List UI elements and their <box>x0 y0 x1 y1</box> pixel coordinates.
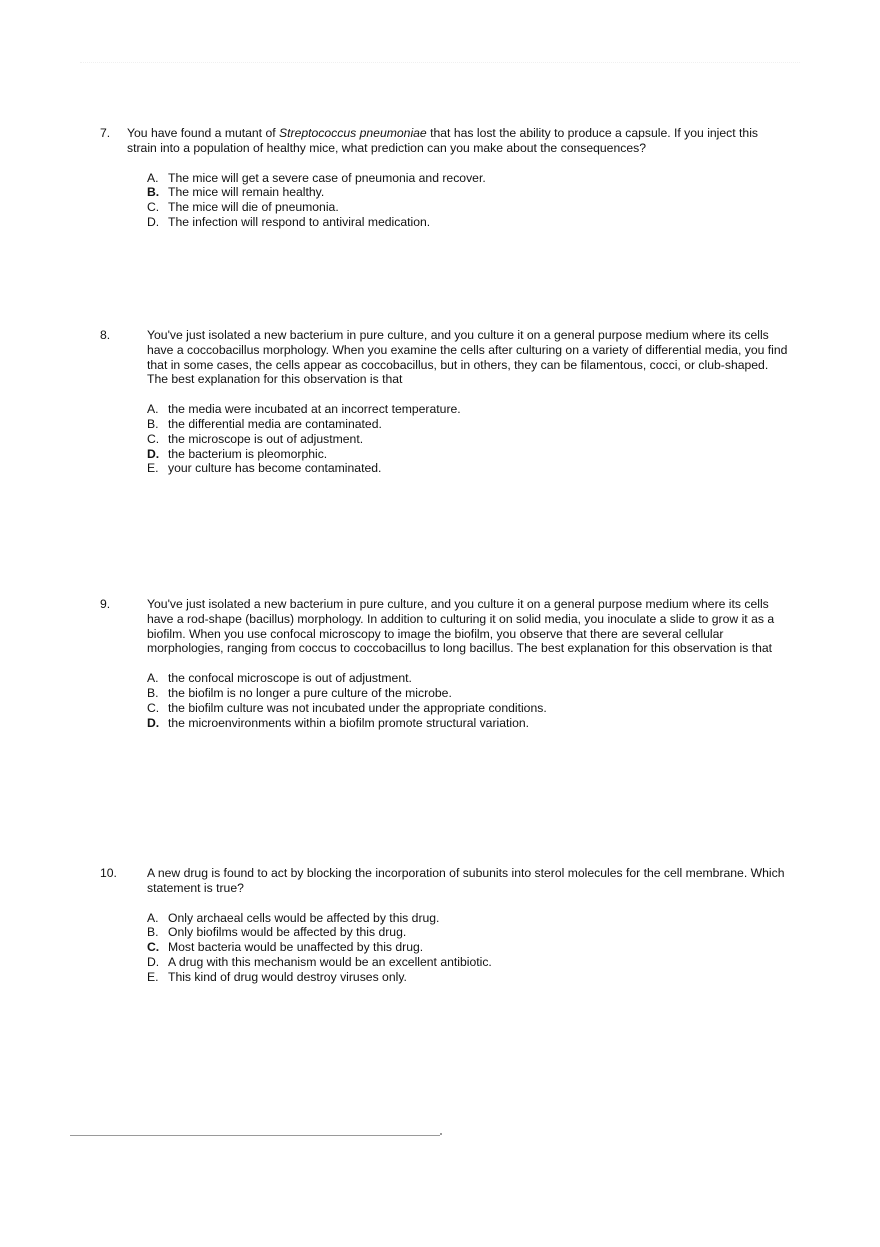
question-stem: You've just isolated a new bacterium in pure culture, and you culture it on a general purpose medium where its cells have a rod-shape (bacillus) morphology. In addition to culturing it on solid media, you inoculate a slide to grow it as a biofilm. When you use confocal microscopy to image the biofilm, you observe that there are several cellular morphologies, ranging from coccus to coccobacillus to long bacillus. The best explanation for this observation is that <box>147 597 775 656</box>
option-a: A. The mice will get a severe case of pneumonia and recover. <box>147 170 486 185</box>
question-number: 7. <box>100 126 111 140</box>
question-stem: You've just isolated a new bacterium in pure culture, and you culture it on a general purpose medium where its cells have a coccobacillus morphology. When you examine the cells after culturing on a variety of differential media, you find that in some cases, the cells appear as coccobacillus, but in others, they can be filamentous, cocci, or club-shaped. The best explanation for this observation is that <box>147 328 788 387</box>
question-7 <box>100 126 790 230</box>
answer-options <box>147 402 790 476</box>
option-d: D. the microenvironments within a biofilm promote structural variation. <box>147 715 530 730</box>
question-number: 10. <box>100 866 117 880</box>
option-c: C. Most bacteria would be unaffected by this drug. <box>147 940 424 955</box>
answer-options <box>147 911 790 985</box>
option-b: B. the biofilm is no longer a pure culture of the microbe. <box>147 685 452 700</box>
option-a: A. the confocal microscope is out of adjustment. <box>147 671 412 686</box>
correct-answer-letter: C. <box>147 940 160 955</box>
footnote-divider <box>70 1135 440 1136</box>
question-stem: A new drug is found to act by blocking the incorporation of subunits into sterol molecules for the cell membrane. Which statement is true? <box>147 866 785 895</box>
question-9 <box>100 597 790 730</box>
option-d: D. The infection will respond to antiviral medication. <box>147 214 431 229</box>
option-d: D. the bacterium is pleomorphic. <box>147 446 328 461</box>
option-c: C. the microscope is out of adjustment. <box>147 431 364 446</box>
option-d: D. A drug with this mechanism would be an excellent antibiotic. <box>147 954 492 969</box>
option-a: A. Only archaeal cells would be affected by this drug. <box>147 910 440 925</box>
question-number: 9. <box>100 597 111 611</box>
footnote-divider-end <box>440 1133 442 1135</box>
species-name: Streptococcus pneumoniae <box>279 126 427 140</box>
correct-answer-letter: B. <box>147 185 160 200</box>
question-10 <box>100 866 790 985</box>
question-8 <box>100 328 790 476</box>
option-e: E. your culture has become contaminated. <box>147 461 382 476</box>
option-e: E. This kind of drug would destroy viruses only. <box>147 969 407 984</box>
answer-options <box>147 171 790 230</box>
option-b: B. Only biofilms would be affected by this drug. <box>147 925 407 940</box>
option-c: C. The mice will die of pneumonia. <box>147 200 339 215</box>
option-c: C. the biofilm culture was not incubated under the appropriate conditions. <box>147 700 547 715</box>
correct-answer-letter: D. <box>147 715 160 730</box>
answer-options <box>147 671 790 730</box>
question-stem: You have found a mutant of Streptococcus pneumoniae that has lost the ability to produce a capsule. If you inject this strain into a population of healthy mice, what prediction can you make about the consequences? <box>127 126 759 155</box>
option-a: A. the media were incubated at an incorrect temperature. <box>147 402 461 417</box>
option-b: B. The mice will remain healthy. <box>147 185 325 200</box>
correct-answer-letter: D. <box>147 446 160 461</box>
header-divider <box>80 62 800 63</box>
option-b: B. the differential media are contaminated. <box>147 416 382 431</box>
question-number: 8. <box>100 328 111 342</box>
